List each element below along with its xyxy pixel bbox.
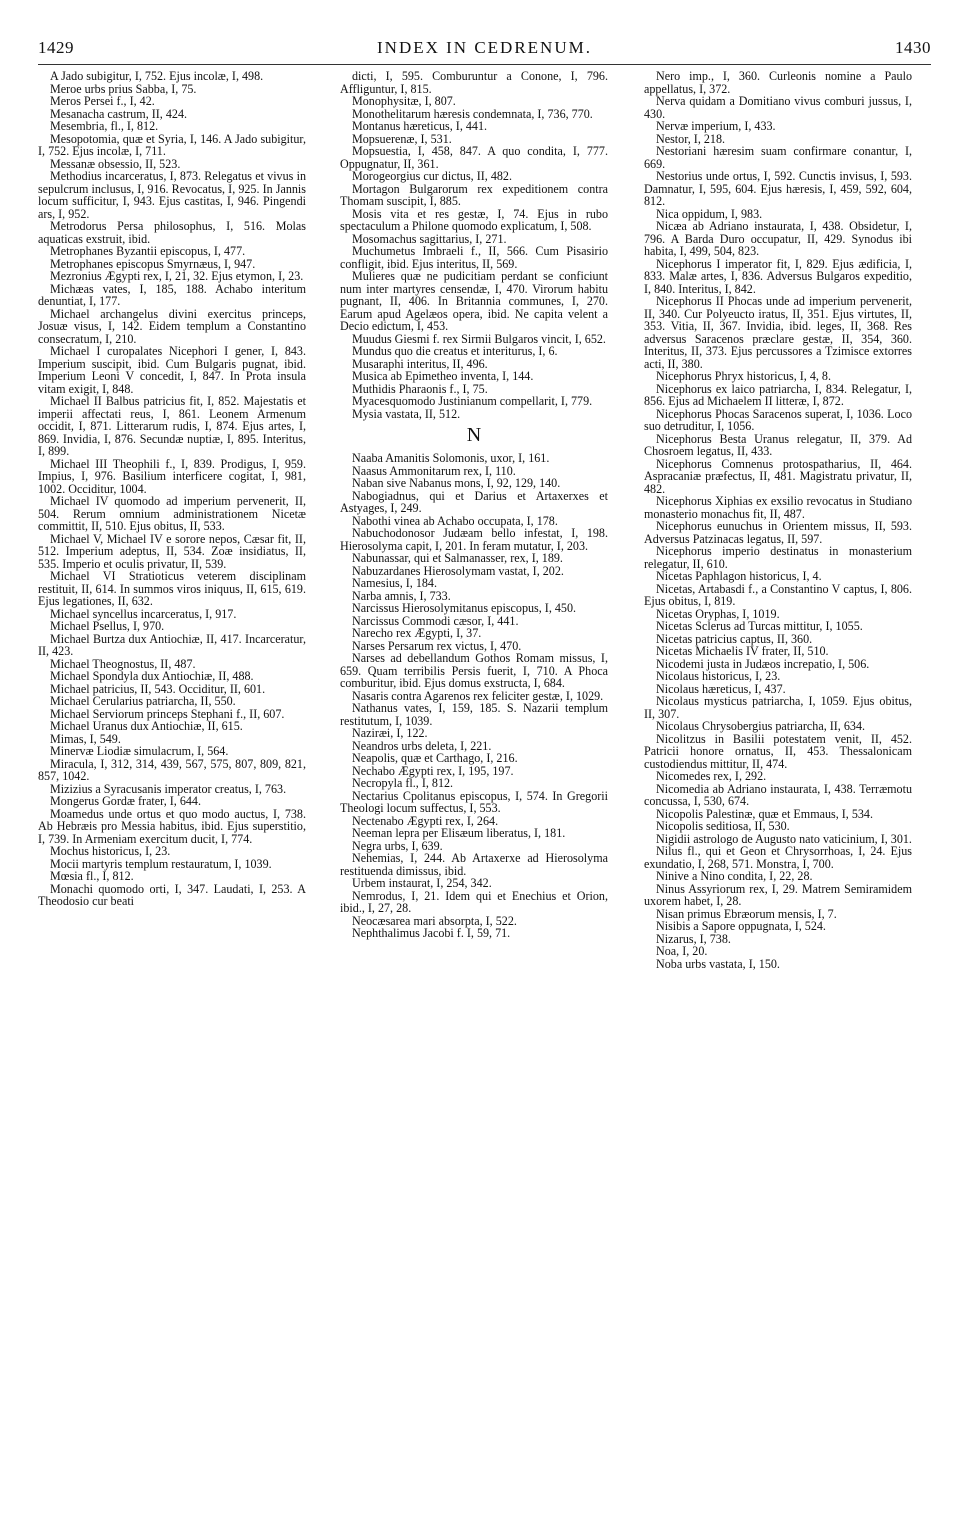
index-entry: Moamedus unde ortus et quo modo auctus, I, 738. Ab Hebræis pro Messia habitus, ibid. Ejus superstitio, I, 739. In Armeniam exercitum ducit, I, 774. [38,806,306,846]
index-entry: Michael I curopalates Nicephori I gener, I, 843. Imperium suscipit, ibid. Cum Bulgaris pugnat, ibid. Imperium Leoni V concedit, I, 847. In Prota insula vitam exigit, I, 848. [38,344,306,396]
index-entry: Metrodorus Persa philosophus, I, 516. Molas aquaticas exstruit, ibid. [38,219,306,246]
index-entry: Neapolis, quæ et Carthago, I, 216. [352,751,518,765]
header-rule [38,64,931,65]
index-entry: Narba amnis, I, 733. [352,588,451,603]
index-entry: Michael Psellus, I, 970. [50,619,165,633]
index-entry: Mimas, I, 549. [50,731,121,746]
index-entry: Nicopolis Palestinæ, quæ et Emmaus, I, 534. [656,806,874,821]
index-entry: Messanæ obsessio, II, 523. [50,156,181,171]
index-entry: Naasus Ammonitarum rex, I, 110. [352,463,516,478]
index-entry: Methodius incarceratus, I, 873. Relegatus et vivus in sepulcrum inclusus, I, 916. Revocatus, I, 925. In Jannis locum sufficitur, I, 943. Ejus castitas, I, 946. Pingendi ars, I, 952. [38,169,306,221]
index-entry: Michael Cerularius patriarcha, II, 550. [50,694,236,708]
index-entry: Narses Persarum rex victus, I, 470. [352,638,522,653]
index-entry: Nestoriani hæresim suam confirmare conantur, I, 669. [644,144,912,171]
index-entry: Narses ad debellandum Gothos Romam missus, I, 659. Quam terribilis Persis fuerit, I, 710. A Phoca comburitur, ibid. Ejus domus exstructa, I, 684. [340,651,608,690]
index-column-right [644,70,912,970]
index-entry: Mesanacha castrum, II, 424. [50,106,188,121]
index-entry: Mezronius Ægypti rex, I, 21, 32. Ejus etymon, I, 23. [50,269,304,283]
index-entry: Nestor, I, 218. [656,131,726,146]
index-entry: Nerva quidam a Domitiano vivus comburi jussus, I, 430. [644,94,912,121]
index-entry: Myacesquomodo Justinianum compellarit, I, 779. [352,394,593,408]
page-header [38,38,931,62]
index-entry: Mysia vastata, II, 512. [352,406,461,421]
index-entry: Minervæ Liodiæ simulacrum, I, 564. [50,744,229,758]
index-entry: Mœsia fl., I, 812. [50,869,134,883]
index-entry: Monachi quomodo orti, I, 347. Laudati, I, 253. A Theodosio cur beati [38,881,306,908]
index-entry: Meroe urbs prius Sabba, I, 75. [50,81,197,96]
section-letter: N [466,424,482,446]
index-entry: Naziræi, I, 122. [352,726,428,740]
index-entry: Metrophanes episcopus Smyrnæus, I, 947. [50,256,256,271]
index-entry: Nicetas Sclerus ad Turcas mittitur, I, 1055. [656,619,863,633]
index-entry: Mesopotomia, quæ et Syria, I, 146. A Jado subigitur, I, 752. Ejus incolæ, I, 711. [38,131,306,158]
index-entry: Nathanus vates, I, 159, 185. S. Nazarii templum restitutum, I, 1039. [340,701,608,728]
index-entry: Nicephorus II Phocas unde ad imperium pervenerit, II, 340. Cur Polyeucto iratus, II, 351. Ejus virtutes, II, 353. Vitia, II, 367. Invidia, ibid. leges, II, 368. Res adversus Saracenos præclare gestæ, II, 354, 360. Interitus, II, 373. Ejus percussores a Tzimisce extorres acti, II, 380. [644,294,912,371]
index-entry: Nabogiadnus, qui et Darius et Artaxerxes et Astyages, I, 249. [340,488,608,515]
index-entry: Nisibis a Sapore oppugnata, I, 524. [656,919,826,933]
index-entry: Mosis vita et res gestæ, I, 74. Ejus in rubo spectaculum a Philone quomodo explicatum, I, 508. [340,206,608,233]
index-entry: Nicetas Michaelis IV frater, II, 510. [656,644,829,658]
index-entry: Nicephorus imperio destinatus in monasterium relegatur, II, 610. [644,544,912,571]
index-entry: Narcissus Commodi cæsor, I, 441. [352,613,519,628]
page-number-right: 1430 [895,38,931,57]
index-entry: Nestorius unde ortus, I, 592. Cunctis invisus, I, 593. Damnatur, I, 595, 604. Ejus hæresis, I, 459, 592, 604, 812. [644,169,912,208]
index-entry: Mesembria, fl., I, 812. [50,119,159,133]
index-entry: Nicephorus Phocas Saracenos superat, I, 1036. Loco suo detruditur, I, 1056. [644,406,912,433]
index-entry: Michael Theognostus, II, 487. [50,656,196,671]
index-entry: dicti, I, 595. Comburuntur a Conone, I, 796. Affliguntur, I, 815. [340,69,608,96]
index-entry: Mizizius a Syracusanis imperator creatus, I, 763. [50,781,287,796]
index-entry: Nicetas Oryphas, I, 1019. [656,606,780,621]
index-entry: Mochus historicus, I, 23. [50,844,171,858]
index-entry: Michael patricius, II, 543. Occiditur, II, 601. [50,681,266,696]
index-entry: Monothelitarum hæresis condemnata, I, 736, 770. [352,106,593,121]
index-entry: Nicetas patricius captus, II, 360. [656,631,813,646]
index-entry: Michael II Balbus patricius fit, I, 852. Majestatis et imperii affectati reus, I, 861. Leonem Armenum occidit, I, 871. Litterarum rudis, I, 874. Ejus artes, I, 869. Invidia, I, 876. Secundæ nuptiæ, I, 895. Interitus, I, 899. [38,394,306,458]
index-entry: Nica oppidum, I, 983. [656,206,763,221]
index-column-left [38,70,306,908]
index-entry: Nabuchodonosor Judæam bello infestat, I, 198. Hierosolyma capit, I, 201. In feram mutatur, I, 203. [340,526,608,553]
index-entry: Nicephorus Phryx historicus, I, 4, 8. [656,369,832,383]
index-entry: Noba urbs vastata, I, 150. [656,956,780,971]
index-entry: Muchumetus Imbraeli f., II, 566. Cum Pisasirio confligit, ibid. Ejus interitus, II, 569. [340,244,608,271]
index-entry: Nicolaus mysticus patriarcha, I, 1059. Ejus obitus, II, 307. [644,694,912,721]
index-entry: Metrophanes Byzantii episcopus, I, 477. [50,244,246,258]
index-entry: Nicephorus Besta Uranus relegatur, II, 379. Ad Chosroem legatus, II, 433. [644,431,912,458]
index-entry: Nicephorus ex laico patriarcha, I, 834. Relegatur, I, 856. Ejus ad Michaelem II litteræ, I, 872. [644,381,912,408]
index-entry: Nemrodus, I, 21. Idem qui et Enechius et Orion, ibid., I, 27, 28. [340,888,608,915]
index-entry: Miracula, I, 312, 314, 439, 567, 575, 807, 809, 821, 857, 1042. [38,756,306,783]
index-entry: Nectenabo Ægypti rex, I, 264. [352,813,499,828]
index-entry: Nicopolis seditiosa, II, 530. [656,819,790,833]
index-entry: Nabunassar, qui et Salmanasser, rex, I, 189. [352,551,563,565]
index-entry: Nicetas, Artabasdi f., a Constantino V captus, I, 806. Ejus obitus, I, 819. [644,581,912,608]
index-entry: Nizarus, I, 738. [656,931,731,946]
index-entry: Michael V, Michael IV e sorore nepos, Cæsar fit, II, 512. Imperium adeptus, II, 534. Zoæ insidiatus, II, 535. Imperio et oculis privatur, II, 539. [38,531,306,571]
index-entry: Nigidii astrologo de Augusto nato vaticinium, I, 301. [656,831,912,846]
index-entry: Mongerus Gordæ frater, I, 644. [50,794,201,808]
index-entry: Nectarius Cpolitanus episcopus, I, 574. In Gregorii Theologi locum suffectus, I, 553. [340,788,608,815]
index-entry: Namesius, I, 184. [352,576,437,590]
index-entry: Ninus Assyriorum rex, I, 29. Matrem Semiramidem uxorem habet, I, 28. [644,881,912,908]
index-entry: Neandros urbs deleta, I, 221. [352,738,492,753]
index-entry: Muudus Giesmi f. rex Sirmii Bulgaros vincit, I, 652. [352,331,606,346]
index-entry: Mortagon Bulgarorum rex expeditionem contra Thomam suscipit, I, 885. [340,181,608,208]
index-entry: Muthidis Pharaonis f., I, 75. [352,381,488,396]
index-entry: Michael Uranus dux Antiochiæ, II, 615. [50,719,243,733]
index-entry: Michael syncellus incarceratus, I, 917. [50,606,237,621]
index-entry: Urbem instaurat, I, 254, 342. [352,876,492,890]
index-entry: Nephthalimus Jacobi f. I, 59, 71. [352,926,511,940]
index-entry: Nasaris contra Agarenos rex feliciter gestæ, I, 1029. [352,688,604,703]
index-entry: Nicephorus I imperator fit, I, 829. Ejus ædificia, I, 833. Malæ artes, I, 836. Adversus Bulgaros expeditio, I, 840. Interitus, I, 842. [644,256,912,296]
page-title: INDEX IN CEDRENUM. [377,38,592,57]
index-entry: Nicolaus Chrysobergius patriarcha, II, 634. [656,719,866,733]
index-entry: Nicomedia ab Adriano instaurata, I, 438. Terræmotu concussa, I, 530, 674. [644,781,912,808]
index-entry: Naaba Amanitis Solomonis, uxor, I, 161. [352,451,550,465]
index-entry: Noa, I, 20. [656,944,708,958]
index-entry: Mosomachus sagittarius, I, 271. [352,231,507,246]
index-entry: Morogeorgius cur dictus, II, 482. [352,169,512,183]
index-entry: Neocæsarea mari absorpta, I, 522. [352,913,517,928]
index-entry: Nechabo Ægypti rex, I, 195, 197. [352,763,514,778]
index-entry: Michael VI Stratioticus veterem disciplinam restituit, II, 614. In summos viros iniquus, II, 615, 619. Ejus legationes, II, 632. [38,569,306,608]
index-entry: Narcissus Hierosolymitanus episcopus, I, 450. [352,601,577,615]
index-entry: Mopsuerenæ, I, 531. [352,131,452,146]
index-entry: Naban sive Nabanus mons, I, 92, 129, 140. [352,476,561,490]
index-entry: Nicolaus hæreticus, I, 437. [656,681,786,696]
index-entry: Nicolitzus in Basilii potestatem venit, II, 452. Patricii honore ornatus, II, 453. Thessalonicam custodiendus mittitur, II, 474. [644,731,912,771]
index-entry: Nabothi vinea ab Achabo occupata, I, 178. [352,513,558,528]
index-entry: Mocii martyris templum restauratum, I, 1039. [50,856,272,871]
index-entry: Michael IV quomodo ad imperium pervenerit, II, 504. Rerum omnium administrationem Nicetæ committit, II, 510. Ejus obitus, II, 533. [38,494,306,533]
index-entry: Nicephorus Comnenus protospatharius, II, 464. Aspracaniæ præfectus, II, 481. Magistratu privatur, II, 482. [644,456,912,496]
page-number-left: 1429 [38,38,74,57]
index-entry: Michael Serviorum princeps Stephani f., II, 607. [50,706,285,721]
index-entry: Michael archangelus divini exercitus princeps, Josuæ visus, I, 142. Eidem templum a Constantino consecratum, I, 210. [38,306,306,346]
index-entry: Ninive a Nino condita, I, 22, 28. [656,869,813,883]
index-entry: Negra urbs, I, 639. [352,838,443,853]
index-entry: Michael Spondyla dux Antiochiæ, II, 488. [50,669,254,683]
index-entry: Nicæa ab Adriano instaurata, I, 438. Obsidetur, I, 796. A Barda Duro occupatur, II, 429. Synodus ibi habita, I, 499, 504, 823. [644,219,912,258]
index-entry: Musica ab Epimetheo inventa, I, 144. [352,369,534,383]
index-entry: Monophysitæ, I, 807. [352,94,456,108]
index-entry: Necropyla fl., I, 812. [352,776,454,790]
index-entry: Nicomedes rex, I, 292. [656,769,767,783]
index-entry: Mundus quo die creatus et interiturus, I, 6. [352,344,558,358]
index-entry: Montanus hæreticus, I, 441. [352,119,488,133]
index-entry: Michael Burtza dux Antiochiæ, II, 417. Incarceratur, II, 423. [38,631,306,658]
index-entry: Nisan primus Ebræorum mensis, I, 7. [656,906,837,921]
index-entry: Neeman lepra per Elisæum liberatus, I, 181. [352,826,566,840]
index-entry: Michæas vates, I, 185, 188. Achabo interitum denuntiat, I, 177. [38,281,306,308]
index-entry: Nabuzardanes Hierosolymam vastat, I, 202. [352,563,564,578]
index-entry: A Jado subigitur, I, 752. Ejus incolæ, I, 498. [50,69,264,83]
index-entry: Nero imp., I, 360. Curleonis nomine a Paulo appellatus, I, 372. [644,69,912,96]
index-entry: Nicephorus eunuchus in Orientem missus, II, 593. Adversus Patzinacas legatus, II, 597. [644,519,912,546]
index-entry: Musaraphi interitus, II, 496. [352,356,488,371]
index-entry: Nicodemi justa in Judæos increpatio, I, 506. [656,656,870,671]
index-entry: Narecho rex Ægypti, I, 37. [352,626,482,640]
index-entry: Nicolaus historicus, I, 23. [656,669,781,683]
index-entry: Nervæ imperium, I, 433. [656,119,776,133]
index-entry: Mopsuestia, I, 458, 847. A quo condita, I, 777. Oppugnatur, II, 361. [340,144,608,171]
index-entry: Nicetas Paphlagon historicus, I, 4. [656,569,822,583]
index-entry: Nehemias, I, 244. Ab Artaxerxe ad Hierosolyma restituenda dimissus, ibid. [340,851,608,878]
index-entry: Mulieres quæ ne pudicitiam perdant se conficiunt num inter martyres censendæ, I, 470. Virorum habitu pugnant, II, 406. In Britannia communes, I, 270. Earum apud Agelæos opera, ibid. Ne capita velent a Decio edictum, I, 453. [340,269,608,333]
index-entry: Michael III Theophili f., I, 839. Prodigus, I, 959. Impius, I, 976. Basilium interficere cogitat, I, 981, 1002. Occiditur, 1004. [38,456,306,496]
index-entry: Nicephorus Xiphias ex exsilio revocatus in Studiano monasterio monachus fit, II, 487. [644,494,912,521]
index-entry: Meros Persei f., I, 42. [50,94,155,108]
index-column-middle [340,70,608,940]
index-entry: Nilus fl., qui et Geon et Chrysorrhoas, I, 24. Ejus exundatio, I, 268, 571. Monstra, I, 700. [644,844,912,871]
